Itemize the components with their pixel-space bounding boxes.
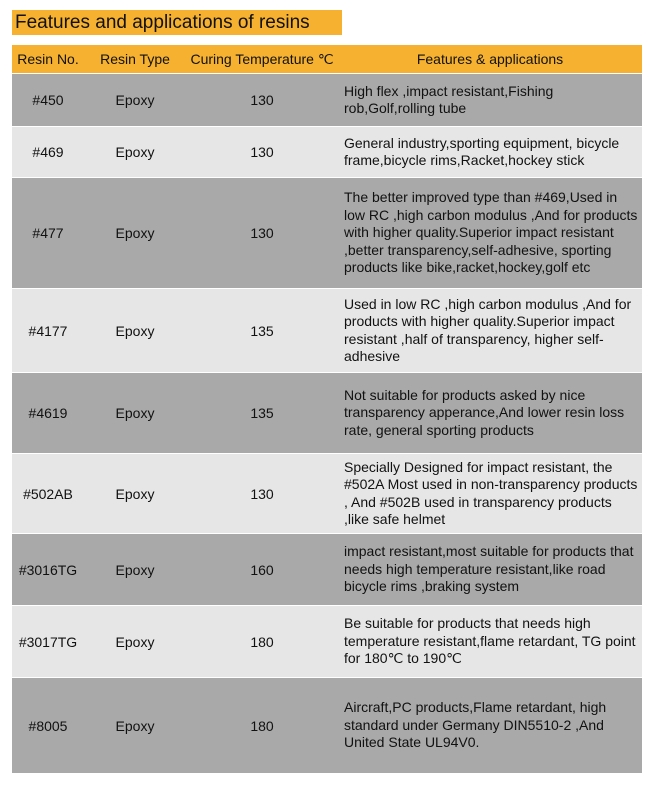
cell-curing-temperature: 160	[250, 561, 274, 578]
cell-features: High flex ,impact resistant,Fishing rob,Golf,rolling tube	[344, 82, 554, 116]
header-features: Features & applications	[416, 51, 564, 67]
cell-resin-no: #8005	[28, 717, 68, 734]
cell-curing-temperature: 130	[250, 144, 274, 160]
cell-resin-no: #477	[32, 225, 64, 241]
cell-curing-temperature: 135	[250, 405, 274, 421]
table-header	[12, 45, 642, 73]
cell-resin-type: Epoxy	[115, 144, 155, 160]
cell-resin-type: Epoxy	[115, 717, 155, 734]
cell-curing-temperature: 130	[250, 225, 274, 241]
table-row	[12, 372, 642, 453]
header-curing-temperature: Curing Temperature ℃	[190, 50, 334, 67]
cell-features: Be suitable for products that needs high temperature resistant,flame retardant, TG point for 180℃ to 190℃	[344, 615, 636, 667]
cell-resin-type: Epoxy	[115, 561, 155, 578]
cell-resin-no: #502AB	[23, 485, 73, 502]
cell-resin-type: Epoxy	[115, 92, 155, 108]
cell-curing-temperature: 130	[250, 485, 274, 502]
table-row	[12, 605, 642, 677]
table-row	[12, 288, 642, 372]
cell-resin-type: Epoxy	[115, 405, 155, 421]
cell-features: General industry,sporting equipment, bicycle frame,bicycle rims,Racket,hockey stick	[344, 134, 620, 168]
cell-resin-type: Epoxy	[115, 633, 155, 650]
table-row	[12, 677, 642, 773]
cell-resin-type: Epoxy	[115, 225, 155, 241]
cell-resin-no: #4619	[28, 405, 68, 421]
cell-curing-temperature: 130	[250, 92, 274, 108]
cell-resin-type: Epoxy	[115, 485, 155, 502]
cell-features: Specially Designed for impact resistant, the #502A Most used in non-transparency products , And #502B used in transparency products ,like safe helmet	[344, 458, 638, 527]
cell-features: Used in low RC ,high carbon modulus ,And for products with higher quality.Superior impact resistant ,half of transparency, higher self-adhesive	[344, 295, 632, 364]
table-row	[12, 177, 642, 288]
table-row	[12, 126, 642, 177]
cell-resin-no: #4177	[28, 322, 68, 339]
cell-resin-no: #3017TG	[18, 633, 78, 650]
table-row	[12, 533, 642, 605]
cell-features: The better improved type than #469,Used in low RC ,high carbon modulus ,And for products with higher quality.Superior impact resistant ,better transparency,self-adhesive, sporting products like bike,racket,hockey,golf etc	[344, 189, 638, 276]
cell-curing-temperature: 180	[250, 633, 274, 650]
table-row	[12, 73, 642, 126]
cell-resin-no: #469	[32, 144, 64, 160]
cell-features: impact resistant,most suitable for products that needs high temperature resistant,like road bicycle rims ,braking system	[344, 543, 634, 595]
resin-table	[12, 45, 642, 773]
cell-curing-temperature: 180	[250, 717, 274, 734]
cell-resin-no: #3016TG	[18, 561, 78, 578]
header-resin-no: Resin No.	[17, 51, 79, 67]
header-resin-type: Resin Type	[100, 51, 170, 67]
table-row	[12, 453, 642, 533]
cell-resin-no: #450	[32, 92, 64, 108]
cell-features: Not suitable for products asked by nice transparency apperance,And lower resin loss rate, general sporting products	[344, 386, 625, 438]
cell-resin-type: Epoxy	[115, 322, 155, 339]
page-title: Features and applications of resins	[12, 10, 342, 35]
cell-curing-temperature: 135	[250, 322, 274, 339]
cell-features: Aircraft,PC products,Flame retardant, high standard under Germany DIN5510-2 ,And United State UL94V0.	[344, 699, 607, 751]
